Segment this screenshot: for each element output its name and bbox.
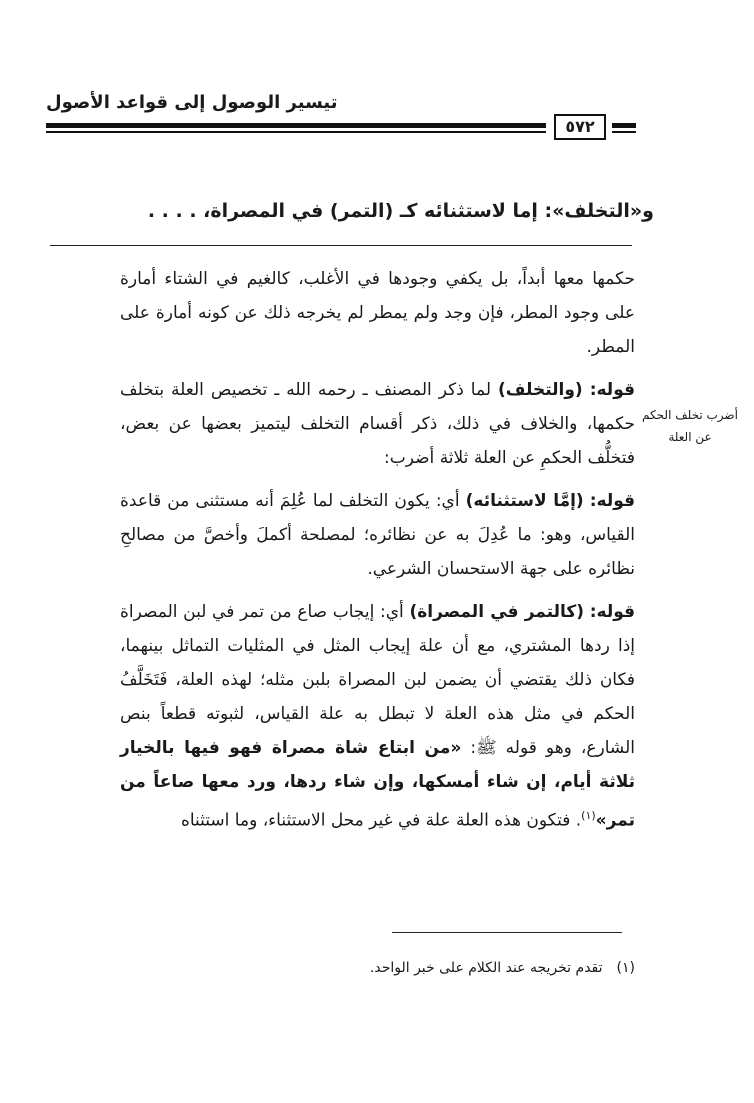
paragraph-text: حكمها معها أبداً، بل يكفي وجودها في الأغلب، كالغيم في الشتاء أمارة على وجود المطر، فإن وجد ولم يمطر لم يخرجه ذلك عن كونه أمارة على المطر. xyxy=(120,269,635,357)
page-number: ٥٧٢ xyxy=(554,114,606,140)
commentary-paragraph-1 xyxy=(120,262,635,364)
qawluh-label: قوله: xyxy=(589,380,635,400)
corner-rule-thick xyxy=(612,123,636,128)
commentary-paragraph-2 xyxy=(120,373,635,475)
lemma: (كالتمر في المصراة) xyxy=(409,602,585,622)
commentary xyxy=(120,262,635,847)
matn-text: و«التخلف»: إما لاستثنائه كـ (التمر) في المصراة، . . . . xyxy=(147,200,654,222)
footnote-separator xyxy=(392,932,622,933)
matn-separator xyxy=(50,245,632,246)
header-rule xyxy=(46,121,546,137)
corner-rule xyxy=(612,123,636,137)
footnote-number: (١) xyxy=(616,960,635,976)
paragraph-text: لما ذكر المصنف ـ رحمه الله ـ تخصيص العلة بتخلف حكمها، والخلاف في ذلك، ذكر أقسام التخلف ليتميز بعضها عن بعض، فتخلُّف الحكمِ عن العلة ثلاثة أضرب: xyxy=(120,380,635,468)
lemma: (والتخلف) xyxy=(498,380,583,400)
footnote xyxy=(120,960,635,976)
header-rule-thick xyxy=(46,123,546,128)
book-title: تيسير الوصول إلى قواعد الأصول xyxy=(46,92,338,113)
commentary-paragraph-3 xyxy=(120,484,635,586)
paragraph-text: أي: إيجاب صاع من تمر في لبن المصراة إذا ردها المشتري، مع أن علة إيجاب المثل في المثليات التماثل بينهما، فكان ذلك يقتضي أن يضمن لبن المصراة بلبن مثله؛ لهذه العلة، فَتَخَلَّفُ الحكم في مثل هذه العلة لا تبطل به علة القياس، لثبوته قطعاً بنص الشارع، وهو قوله ﷺ: xyxy=(120,602,636,758)
header-rule-thin xyxy=(46,131,546,133)
qawluh-label: قوله: xyxy=(589,491,636,511)
hadith-quote: «من ابتاع شاة مصراة فهو فيها بالخيار ثلاثة أيام، إن شاء أمسكها، وإن شاء ردها، ورد معها صاعاً من تمر» xyxy=(120,738,635,831)
margin-note: أضرب تخلف الحكم عن العلة xyxy=(642,408,738,444)
corner-rule-thin xyxy=(612,131,636,133)
commentary-paragraph-4 xyxy=(120,595,635,838)
qawluh-label: قوله: xyxy=(589,602,635,622)
paragraph-text: أي: يكون التخلف لما عُلِمَ أنه مستثنى من قاعدة القياس، وهو: ما عُدِلَ به عن نظائره؛ لمصلحة أكملَ وأخصَّ من مصالحِ نظائره على جهة الاستحسان الشرعي. xyxy=(120,491,635,579)
lemma: (إمَّا لاستثنائه) xyxy=(465,491,584,511)
footnote-reference[interactable]: (١) xyxy=(581,809,596,822)
paragraph-text: . فتكون هذه العلة علة في غير محل الاستثناء، وما استثناه xyxy=(180,810,582,831)
footnote-text: تقدم تخريجه عند الكلام على خبر الواحد. xyxy=(369,960,603,976)
